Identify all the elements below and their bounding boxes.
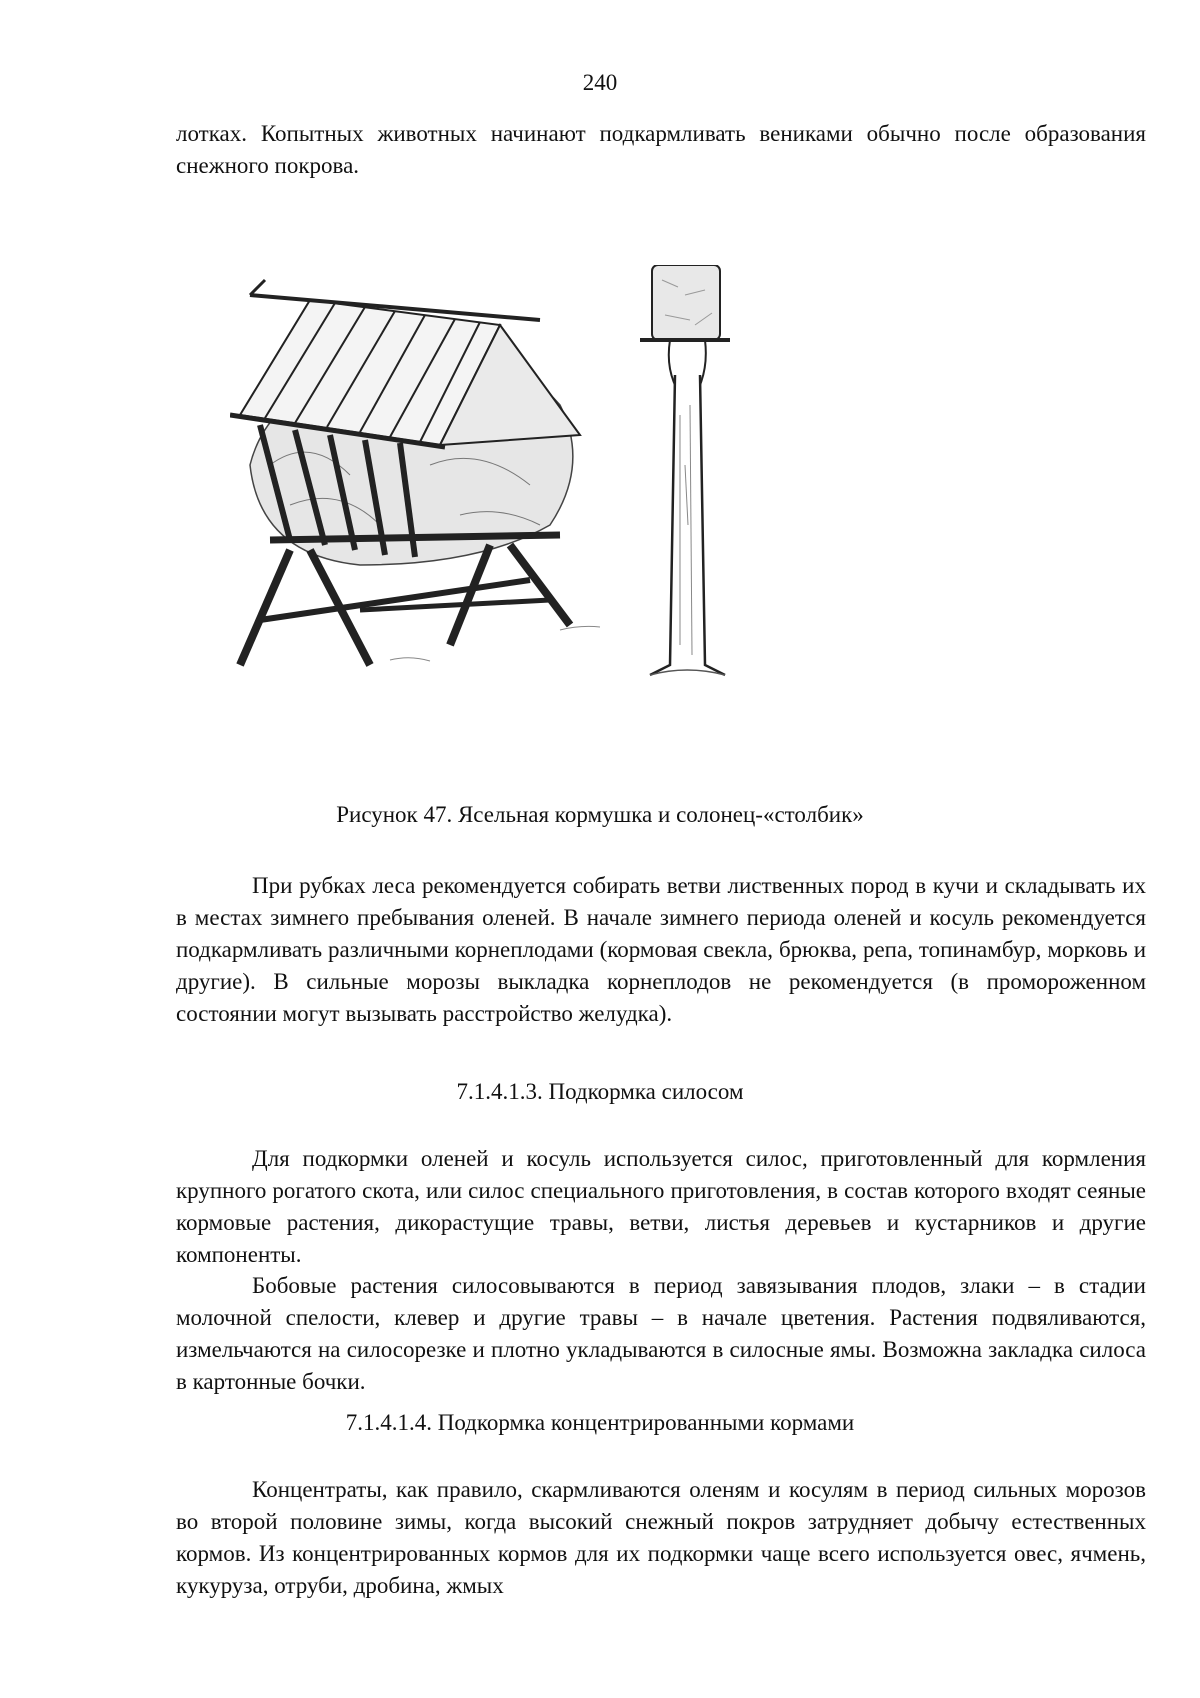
figure-drawing <box>230 265 820 755</box>
paragraph-silage-usage <box>176 1143 1146 1271</box>
paragraph-text: Бобовые растения силосовываются в период завязывания плодов, злаки – в стадии молочной спелости, клевер и другие травы – в начале цветения. Растения подвяливаются, измельчаются на силосорезке и плотно укладываются в силосные ямы. Возможна закладка силоса в картонные бочки. <box>176 1273 1146 1394</box>
salt-lick-post-illustration <box>640 265 730 675</box>
paragraph-text: При рубках леса рекомендуется собирать ветви лиственных пород в кучи и складывать их в местах зимнего пребывания оленей. В начале зимнего периода оленей и косуль рекомендуется подкармливать различными корнеплодами (кормовая свекла, брюква, репа, топинамбур, морковь и другие). В сильные морозы выкладка корнеплодов не рекомендуется (в промороженном состоянии могут вызывать расстройство желудка). <box>176 873 1146 1026</box>
page-number: 240 <box>582 70 618 95</box>
intro-text: лотках. Копытных животных начинают подкармливать вениками обычно после образования снежного покрова. <box>176 121 1146 178</box>
section-heading-concentrates: 7.1.4.1.4. Подкормка концентрированными кормами <box>345 1410 855 1435</box>
hay-feeder-illustration <box>230 280 600 665</box>
figure-47 <box>230 265 820 755</box>
paragraph-root-crops <box>176 870 1146 1030</box>
paragraph-text: Для подкормки оленей и косуль используется силос, приготовленный для кормления крупного рогатого скота, или силос специального приготовления, в состав которого входят сеяные кормовые растения, дикорастущие травы, ветви, листья деревьев и кустарников и другие компоненты. <box>176 1146 1146 1267</box>
intro-paragraph <box>176 118 1146 182</box>
section-heading-silage: 7.1.4.1.3. Подкормка силосом <box>456 1079 744 1104</box>
paragraph-concentrates <box>176 1474 1146 1602</box>
paragraph-silage-preparation <box>176 1270 1146 1398</box>
paragraph-text: Концентраты, как правило, скармливаются оленям и косулям в период сильных морозов во второй половине зимы, когда высокий снежный покров затрудняет добычу естественных кормов. Из концентрированных кормов для их подкормки чаще всего используется овес, ячмень, кукуруза, отруби, дробина, жмых <box>176 1477 1146 1598</box>
figure-caption: Рисунок 47. Ясельная кормушка и солонец-«столбик» <box>336 802 864 827</box>
